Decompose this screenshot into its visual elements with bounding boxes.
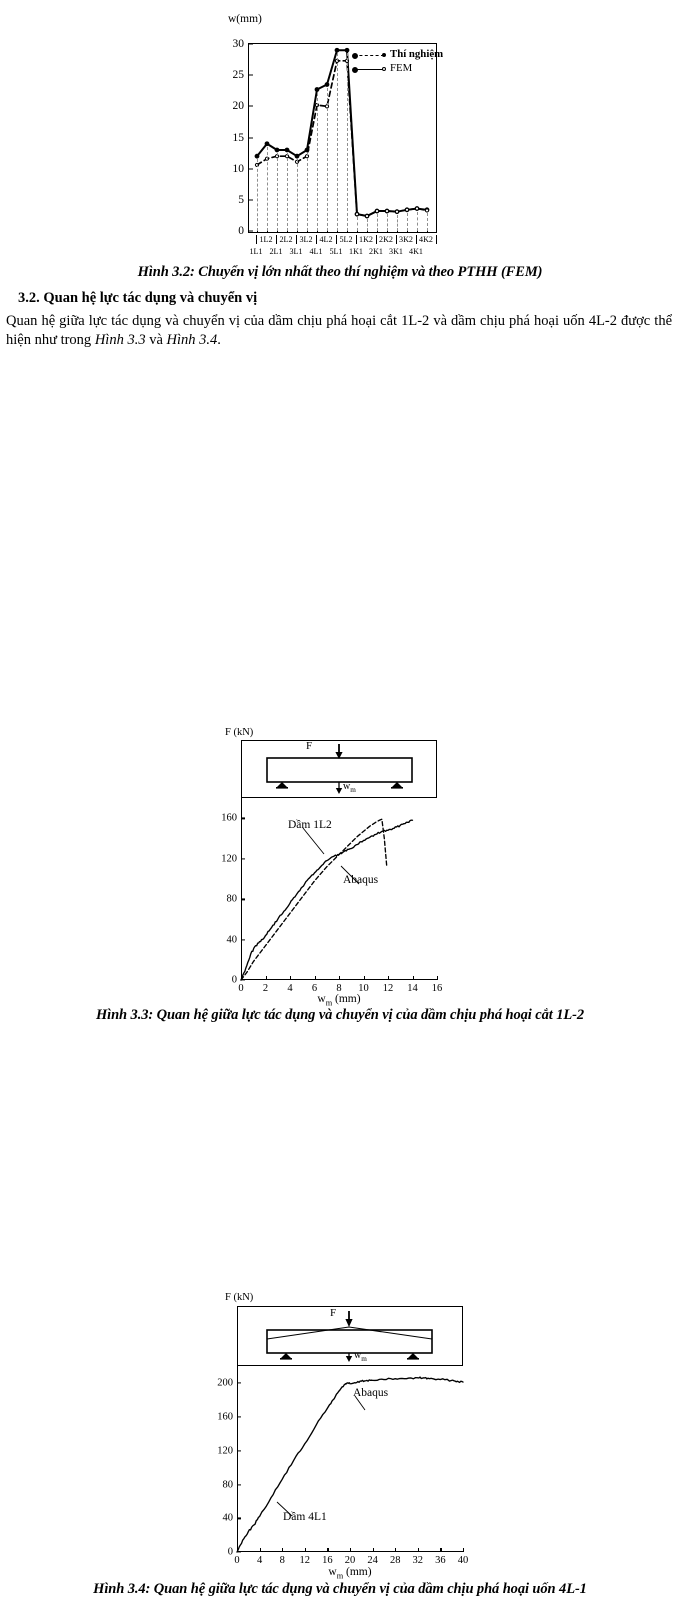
chart1-y-tick-label: 25 — [232, 69, 244, 82]
chart2-plot-area — [221, 798, 443, 995]
chart1-label-separator — [376, 235, 377, 244]
figure-3-2-caption: Hình 3.2: Chuyển vị lớn nhất theo thí nghiệm và theo PTHH (FEM) — [137, 264, 543, 280]
paragraph-text-mid: và — [145, 332, 167, 349]
chart2-series-svg — [241, 798, 437, 980]
section-paragraph — [0, 312, 680, 350]
chart1-drop-line — [407, 213, 408, 231]
x-tick — [339, 976, 340, 980]
chart2-x-axis-title: $w_m$ (mm) — [317, 993, 361, 1008]
chart1-data-point — [415, 207, 418, 210]
chart1-data-point — [275, 148, 279, 152]
chart1-data-point — [255, 154, 259, 158]
chart1-x-label-top: 4L2 — [319, 235, 333, 244]
x-tick-label: 24 — [367, 1555, 378, 1567]
legend-item-thi-nghiem — [352, 48, 443, 62]
x-tick-label: 2 — [262, 983, 269, 995]
chart1-y-tick — [249, 106, 253, 107]
chart1-drop-line — [367, 219, 368, 231]
y-tick-label: 0 — [227, 1546, 233, 1558]
x-tick — [282, 1548, 283, 1552]
chart1-data-point — [325, 83, 329, 87]
chart1-drop-line — [337, 53, 338, 231]
chart3-y-axis-label: F (kN) — [225, 1292, 254, 1304]
chart1-x-label-bottom: 4L1 — [309, 247, 323, 256]
x-tick-label: 36 — [435, 1555, 446, 1567]
y-tick — [241, 858, 245, 859]
chart1-x-label-bottom: 2L1 — [269, 247, 283, 256]
chart1-drop-line — [307, 153, 308, 231]
annotation-dam-4L1: Dầm 4L1 — [283, 1511, 327, 1524]
chart1-data-point — [265, 142, 269, 146]
section-heading-3-2: 3.2. Quan hệ lực tác dụng và chuyển vị — [18, 290, 258, 306]
x-tick-label: 16 — [431, 983, 443, 995]
chart1-drop-line — [397, 215, 398, 231]
chart1-data-point — [295, 154, 299, 158]
beam-diagram-svg — [238, 1307, 462, 1365]
chart1-drop-line — [277, 153, 278, 231]
chart1-drop-line — [427, 213, 428, 231]
x-tick-label: 14 — [407, 983, 418, 995]
y-tick — [237, 1383, 241, 1384]
chart1-y-tick — [249, 137, 253, 138]
chart1-label-separator — [296, 235, 297, 244]
chart1-x-label-top: 3K2 — [399, 235, 413, 244]
x-tick — [350, 1548, 351, 1552]
figure-3-3-caption: Hình 3.3: Quan hệ giữa lực tác dụng và chuyển vị của dầm chịu phá hoại cắt 1L-2 — [95, 1007, 584, 1024]
y-tick — [237, 1450, 241, 1451]
figure-reference-3-4: Hình 3.4 — [166, 332, 218, 349]
chart1-x-label-top: 1L2 — [259, 235, 273, 244]
chart3-y-axis — [237, 1366, 238, 1552]
chart1-drop-line — [267, 147, 268, 231]
legend-label-fem: FEM — [390, 62, 413, 75]
x-tick — [315, 976, 316, 980]
chart1-x-label-bottom: 1K1 — [349, 247, 363, 256]
x-tick-label: 4 — [256, 1555, 263, 1567]
x-tick — [241, 976, 242, 980]
chart1-x-label-bottom: 3K1 — [389, 247, 403, 256]
figure-3-4-caption: Hình 3.4: Quan hệ giữa lực tác dụng và chuyển vị của dầm chịu phá hoại uốn 4L-1 — [93, 1581, 587, 1598]
chart1-data-point — [375, 209, 378, 212]
chart1-label-separator — [396, 235, 397, 244]
chart1-label-separator — [416, 235, 417, 244]
chart-chuyen-vi-lon-nhat — [0, 0, 680, 258]
x-tick — [290, 976, 291, 980]
chart1-y-axis-label: w(mm) — [228, 13, 262, 25]
y-tick-label: 160 — [217, 1411, 233, 1423]
x-tick — [266, 976, 267, 980]
chart1-data-point — [315, 88, 319, 92]
chart3-x-axis-title: $w_m$ (mm) — [328, 1566, 372, 1581]
y-tick — [241, 899, 245, 900]
beam-force-label: F — [306, 740, 313, 753]
x-tick-label: 0 — [234, 1555, 240, 1567]
figure-3-3 — [0, 356, 680, 1024]
paragraph-text-part1: Quan hệ giữa lực tác dụng và chuyển vị của dầm chịu phá hoại cắt 1L-2 và dầm chịu phá hoại uốn 4L-2 được thể hiện như trong — [6, 313, 672, 349]
chart1-drop-line — [327, 88, 328, 231]
y-tick-label: 80 — [222, 1479, 233, 1491]
x-tick — [373, 1548, 374, 1552]
chart1-drop-line — [297, 159, 298, 231]
x-tick — [388, 976, 389, 980]
chart1-drop-line — [417, 212, 418, 231]
chart1-y-tick — [249, 44, 253, 45]
chart1-y-tick-label: 15 — [232, 131, 244, 144]
chart1-label-separator — [436, 235, 437, 244]
chart1-data-point — [345, 48, 349, 52]
x-tick-label: 16 — [322, 1555, 333, 1567]
legend-label-thi-nghiem: Thí nghiệm — [390, 48, 444, 61]
chart1-y-tick-label: 10 — [232, 162, 244, 175]
beam-displacement-label: $w_m$ — [343, 781, 356, 795]
chart1-data-point — [355, 213, 358, 216]
series-1 — [241, 820, 413, 980]
y-tick-label: 40 — [226, 934, 237, 946]
beam-diagram-straight — [241, 740, 437, 798]
x-tick-label: 10 — [358, 983, 369, 995]
x-tick — [260, 1548, 261, 1552]
y-tick — [241, 939, 245, 940]
chart1-drop-line — [287, 153, 288, 231]
y-tick-label: 200 — [217, 1377, 233, 1389]
annotation-abaqus: Abaqus — [353, 1387, 389, 1400]
chart1-x-label-top: 4K2 — [419, 235, 433, 244]
x-tick-label: 8 — [336, 983, 342, 995]
chart1-data-point — [425, 209, 428, 212]
x-tick-label: 28 — [389, 1555, 401, 1567]
chart-luc-chuyen-vi-1L2 — [0, 356, 680, 1008]
chart1-y-tick — [249, 199, 253, 200]
chart1-x-label-bottom: 4K1 — [409, 247, 423, 256]
x-tick-label: 0 — [238, 983, 244, 995]
annotation-dam-1L2: Dầm 1L2 — [288, 819, 332, 832]
x-tick-label: 32 — [412, 1555, 424, 1567]
chart1-y-tick-label: 20 — [232, 100, 244, 113]
chart2-y-axis-label: F (kN) — [225, 727, 254, 739]
x-tick-label: 4 — [287, 983, 293, 995]
y-tick-label: 120 — [217, 1445, 233, 1457]
x-tick — [440, 1548, 441, 1552]
y-tick-label: 80 — [226, 893, 237, 905]
figure-3-2 — [0, 0, 680, 281]
x-tick — [395, 1548, 396, 1552]
y-tick-label: 120 — [221, 853, 237, 865]
x-tick — [327, 1548, 328, 1552]
chart1-label-separator — [356, 235, 357, 244]
x-tick-label: 8 — [279, 1555, 285, 1567]
chart1-y-tick-label: 30 — [232, 38, 244, 50]
series-0 — [241, 819, 387, 980]
y-tick — [237, 1416, 241, 1417]
beam-diagram-svg — [242, 741, 436, 797]
chart1-x-label-bottom: 5L1 — [329, 247, 343, 256]
chart1-drop-line — [317, 93, 318, 231]
chart1-legend — [352, 48, 443, 76]
chart1-label-separator — [276, 235, 277, 244]
chart1-x-axis-labels — [248, 234, 437, 260]
chart1-drop-line — [347, 53, 348, 231]
chart1-x-label-top: 5L2 — [339, 235, 353, 244]
chart1-label-separator — [256, 235, 257, 244]
chart1-x-label-bottom: 3L1 — [289, 247, 303, 256]
chart1-y-tick-label: 0 — [238, 225, 244, 237]
x-tick-label: 40 — [457, 1555, 469, 1567]
chart1-series-thi-nghiem — [257, 61, 427, 216]
chart1-y-tick — [249, 75, 253, 76]
x-tick — [463, 1548, 464, 1552]
paragraph-text-end: . — [217, 332, 221, 349]
chart1-y-tick-label: 5 — [238, 193, 244, 206]
x-tick — [437, 976, 438, 980]
chart1-x-label-bottom: 2K1 — [369, 247, 383, 256]
chart1-y-tick — [249, 231, 253, 232]
legend-item-fem — [352, 62, 443, 76]
x-tick — [413, 976, 414, 980]
chart1-data-point — [335, 48, 339, 52]
chart1-label-separator — [316, 235, 317, 244]
chart1-drop-line — [357, 217, 358, 231]
chart3-plot-area — [217, 1366, 469, 1567]
series-0 — [237, 1377, 463, 1552]
chart1-data-point — [285, 148, 289, 152]
chart1-y-tick — [249, 168, 253, 169]
y-tick — [237, 1484, 241, 1485]
beam-force-label: F — [330, 1307, 337, 1320]
x-tick — [305, 1548, 306, 1552]
solid-line-icon — [352, 65, 386, 74]
x-tick-label: 12 — [299, 1555, 311, 1567]
chart1-x-label-bottom: 1L1 — [249, 247, 263, 256]
y-tick — [241, 818, 245, 819]
x-tick-label: 12 — [382, 983, 394, 995]
y-tick-label: 160 — [221, 812, 237, 824]
chart1-x-label-top: 2L2 — [279, 235, 293, 244]
y-tick — [237, 1518, 241, 1519]
chart1-drop-line — [377, 214, 378, 231]
beam-diagram-deflected — [237, 1306, 463, 1366]
y-tick-label: 40 — [222, 1512, 233, 1524]
chart1-x-label-top: 1K2 — [359, 235, 373, 244]
chart1-label-separator — [336, 235, 337, 244]
chart1-drop-line — [257, 159, 258, 231]
beam-displacement-label: $w_m$ — [354, 1350, 367, 1364]
chart1-drop-line — [387, 214, 388, 231]
chart3-series-svg — [237, 1366, 463, 1552]
annotation-leader-line — [303, 828, 324, 854]
y-tick-label: 0 — [231, 974, 237, 986]
chart1-data-point — [365, 214, 368, 217]
figure-reference-3-3: Hình 3.3 — [94, 332, 146, 349]
x-tick-label: 6 — [311, 983, 318, 995]
x-tick — [418, 1548, 419, 1552]
chart1-data-point — [385, 209, 388, 212]
chart2-y-axis — [241, 798, 242, 980]
chart1-data-point — [395, 210, 398, 213]
x-tick — [237, 1548, 238, 1552]
annotation-abaqus: Abaqus — [343, 874, 379, 887]
x-tick — [364, 976, 365, 980]
chart1-x-label-top: 2K2 — [379, 235, 393, 244]
chart1-x-label-top: 3L2 — [299, 235, 313, 244]
dashed-line-icon — [352, 51, 386, 60]
chart1-data-point — [405, 208, 408, 211]
x-tick-label: 20 — [344, 1555, 356, 1567]
